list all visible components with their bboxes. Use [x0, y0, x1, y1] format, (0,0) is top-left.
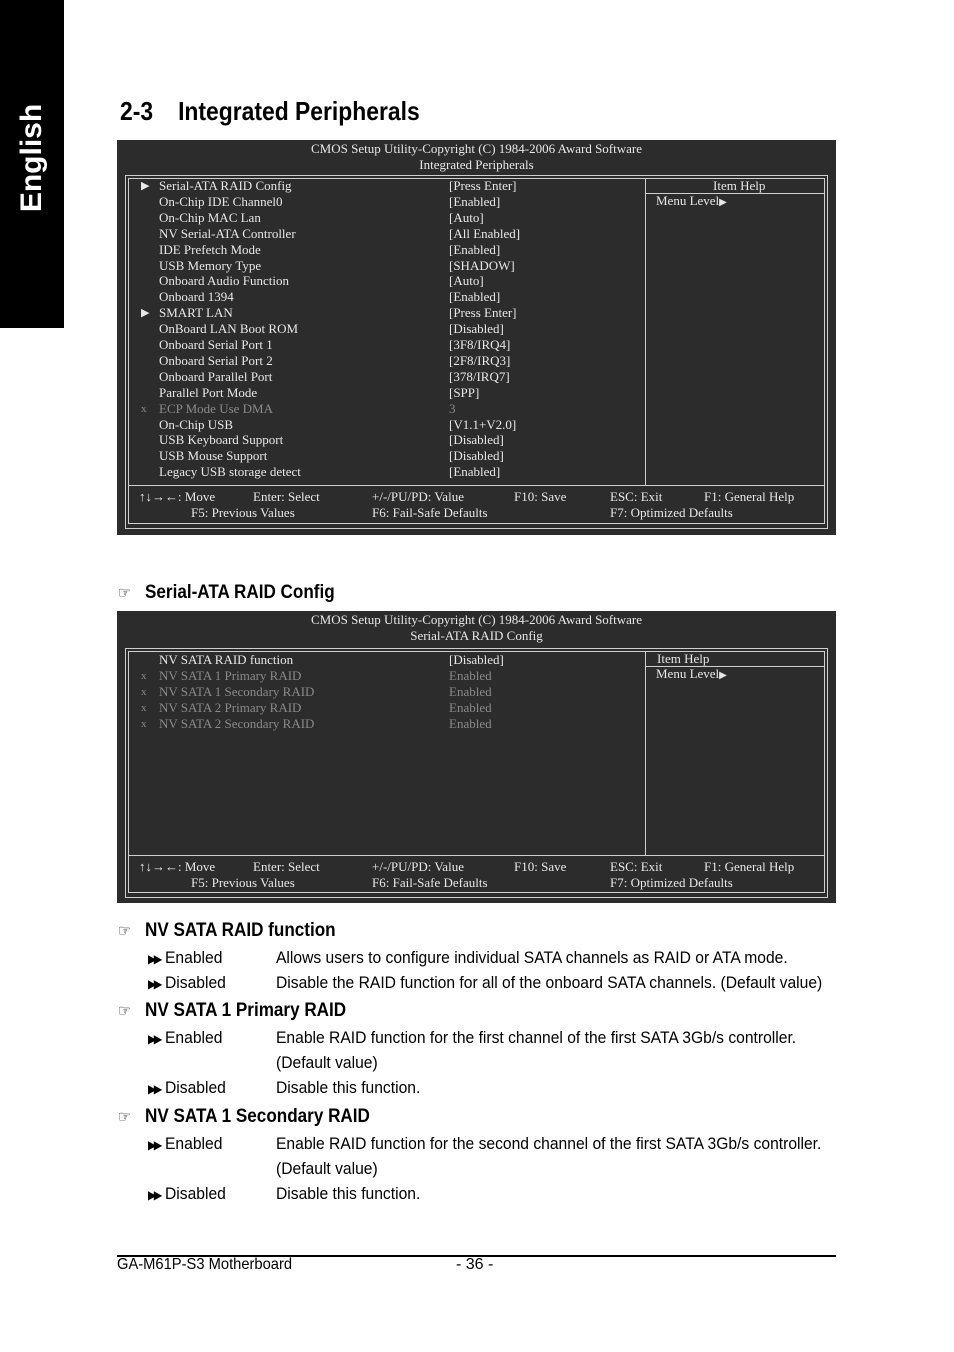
- keys-divider: [129, 485, 824, 486]
- option-default-note: (Default value): [276, 1053, 378, 1072]
- bios-item[interactable]: [129, 321, 629, 337]
- bios-item[interactable]: [129, 337, 629, 353]
- language-tab-label: English: [15, 103, 48, 213]
- bios-item-value: Enabled: [449, 683, 492, 699]
- bios-screen-serial-ata-raid-config: [117, 611, 836, 903]
- bios-item[interactable]: [129, 194, 629, 210]
- bios-item-value: [SHADOW]: [449, 257, 515, 273]
- option-description: Enable RAID function for the second channel of the first SATA 3Gb/s controller.: [276, 1134, 822, 1153]
- item-help-label: Item Help: [713, 178, 766, 193]
- disabled-mark-icon: x: [141, 402, 147, 415]
- bios-item-label: NV SATA 2 Secondary RAID: [159, 715, 315, 731]
- bios-item[interactable]: [129, 385, 629, 401]
- bios-item-value: [Auto]: [449, 209, 484, 225]
- option-disabled: [148, 1184, 226, 1204]
- menu-level-label: Menu Level: [656, 193, 720, 208]
- bios-header-title: Integrated Peripherals: [419, 157, 534, 172]
- key-f5: F5: Previous Values: [191, 505, 295, 520]
- bios-frame: [125, 175, 828, 529]
- option-description: Enable RAID function for the first channel of the first SATA 3Gb/s controller.: [276, 1028, 797, 1047]
- bios-item-value: [SPP]: [449, 384, 480, 400]
- bios-item-label: NV SATA 1 Primary RAID: [159, 667, 302, 683]
- key-f6: F6: Fail-Safe Defaults: [372, 505, 488, 520]
- bios-header: [117, 140, 836, 173]
- bios-item[interactable]: [129, 273, 629, 289]
- bios-item-value: [All Enabled]: [449, 225, 521, 241]
- bios-inner-frame: [128, 178, 825, 524]
- key-value: +/-/PU/PD: Value: [372, 859, 464, 874]
- option-description: Disable the RAID function for all of the onboard SATA channels. (Default value): [276, 973, 823, 992]
- bios-item-label: Onboard Serial Port 1: [159, 337, 273, 352]
- bios-item-label: NV SATA 1 Secondary RAID: [159, 683, 315, 699]
- bios-item-label: Onboard Parallel Port: [159, 368, 273, 384]
- help-divider: [645, 652, 646, 855]
- bios-item[interactable]: [129, 448, 629, 464]
- bios-item-label: USB Memory Type: [159, 257, 262, 273]
- option-description: Disable this function.: [276, 1078, 421, 1097]
- bios-item-value: [Auto]: [449, 273, 484, 289]
- bios-item[interactable]: [129, 353, 629, 369]
- bios-item-value: [Enabled]: [449, 464, 501, 480]
- bios-item-label: Serial-ATA RAID Config: [159, 178, 292, 193]
- option-disabled: [148, 973, 226, 993]
- option-label: Disabled: [164, 1078, 226, 1097]
- bios-item-label: On-Chip MAC Lan: [159, 209, 261, 225]
- bios-item-value: [Enabled]: [449, 241, 501, 257]
- bios-item-label: IDE Prefetch Mode: [159, 241, 261, 257]
- bios-item[interactable]: [129, 210, 629, 226]
- key-f1: F1: General Help: [704, 489, 795, 504]
- bios-item-value: [Disabled]: [449, 321, 504, 337]
- bios-item-value: 3: [449, 400, 456, 416]
- menu-level-arrow-icon: ▶: [719, 670, 727, 681]
- menu-level-arrow-icon: ▶: [719, 197, 727, 208]
- bios-item-label: On-Chip USB: [159, 416, 234, 432]
- double-arrow-icon: ▶▶: [148, 977, 160, 991]
- bios-item-value: [Enabled]: [449, 193, 501, 209]
- bios-item-label: NV SATA RAID function: [159, 652, 294, 667]
- section-number: 2-3: [120, 96, 154, 126]
- bios-item-label: USB Keyboard Support: [159, 432, 284, 448]
- bios-item-value: [3F8/IRQ4]: [449, 337, 511, 352]
- option-label: Enabled: [164, 1134, 223, 1153]
- bios-item-label: On-Chip IDE Channel0: [159, 193, 283, 209]
- bios-item-value: [Disabled]: [449, 448, 504, 464]
- heading-text: NV SATA RAID function: [145, 920, 336, 941]
- submenu-arrow-icon: ▶: [141, 307, 150, 320]
- bios-item-value: [Disabled]: [449, 652, 504, 667]
- key-value: +/-/PU/PD: Value: [372, 489, 464, 504]
- bios-item: [129, 700, 629, 716]
- bios-item: [129, 668, 629, 684]
- language-tab: [0, 0, 64, 328]
- double-arrow-icon: ▶▶: [148, 1188, 160, 1202]
- bios-item-label: Onboard Serial Port 2: [159, 352, 273, 368]
- key-f10: F10: Save: [514, 489, 567, 504]
- key-f1: F1: General Help: [704, 859, 795, 874]
- option-label: Disabled: [164, 973, 226, 992]
- bios-item-value: [Enabled]: [449, 289, 501, 305]
- heading-nv-sata-1-primary-raid: [118, 1000, 346, 1022]
- bios-item-label: Legacy USB storage detect: [159, 464, 301, 480]
- bios-item-label: NV Serial-ATA Controller: [159, 225, 296, 241]
- bios-item[interactable]: [129, 242, 629, 258]
- bios-item-value: Enabled: [449, 715, 492, 731]
- bios-item: [129, 684, 629, 700]
- bios-header-title: Serial-ATA RAID Config: [410, 628, 543, 643]
- bios-screen-integrated-peripherals: [117, 140, 836, 535]
- menu-level: [656, 193, 727, 211]
- disabled-mark-icon: x: [141, 701, 147, 714]
- key-move: ↑↓→←: Move: [139, 859, 216, 874]
- bios-header-copyright: CMOS Setup Utility-Copyright (C) 1984-2006 Award Software: [310, 612, 642, 627]
- key-enter: Enter: Select: [253, 489, 320, 504]
- footer-model: GA-M61P-S3 Motherboard: [117, 1256, 293, 1273]
- option-enabled: [148, 1134, 222, 1154]
- bios-item[interactable]: [129, 417, 629, 433]
- bios-item-label: SMART LAN: [159, 305, 233, 321]
- pointing-hand-icon: ☞: [118, 1109, 131, 1126]
- disabled-mark-icon: x: [141, 685, 147, 698]
- bios-item-value: [Press Enter]: [449, 178, 517, 193]
- option-label: Disabled: [164, 1184, 226, 1203]
- menu-level-label: Menu Level: [656, 666, 720, 681]
- bios-item[interactable]: [129, 464, 629, 480]
- heading-nv-sata-raid-function: [118, 920, 336, 942]
- heading-serial-ata-raid-config: [118, 582, 335, 604]
- item-help-title: [645, 179, 824, 194]
- bios-item[interactable]: [129, 369, 629, 385]
- bios-item-label: Onboard 1394: [159, 289, 234, 305]
- option-enabled: [148, 1028, 222, 1048]
- heading-text: Serial-ATA RAID Config: [145, 582, 335, 603]
- disabled-mark-icon: x: [141, 717, 147, 730]
- bios-header: [117, 611, 836, 644]
- bios-item-value: [2F8/IRQ3]: [449, 352, 511, 368]
- bios-item[interactable]: [129, 178, 629, 194]
- bios-item[interactable]: [129, 258, 629, 274]
- option-label: Enabled: [164, 948, 223, 967]
- option-description: Disable this function.: [276, 1184, 421, 1203]
- item-help-label: Item Help: [657, 651, 710, 666]
- heading-text: NV SATA 1 Primary RAID: [145, 1000, 347, 1021]
- double-arrow-icon: ▶▶: [148, 952, 160, 966]
- bios-item-label: Parallel Port Mode: [159, 384, 258, 400]
- option-label: Enabled: [164, 1028, 223, 1047]
- bios-item-value: [378/IRQ7]: [449, 368, 510, 384]
- keys-divider: [129, 855, 824, 856]
- bios-header-copyright: CMOS Setup Utility-Copyright (C) 1984-2006 Award Software: [310, 141, 642, 156]
- bios-item-value: Enabled: [449, 699, 492, 715]
- pointing-hand-icon: ☞: [118, 1003, 131, 1020]
- bios-frame: [125, 648, 828, 898]
- bios-item-label: USB Mouse Support: [159, 448, 268, 464]
- bios-inner-frame: [128, 651, 825, 893]
- bios-item-value: [V1.1+V2.0]: [449, 416, 517, 432]
- bios-item-value: [Press Enter]: [449, 305, 517, 321]
- submenu-arrow-icon: ▶: [141, 180, 150, 192]
- bios-item[interactable]: [129, 432, 629, 448]
- double-arrow-icon: ▶▶: [148, 1032, 160, 1046]
- heading-nv-sata-1-secondary-raid: [118, 1106, 370, 1128]
- item-help-title: [645, 652, 824, 667]
- option-description: Allows users to configure individual SATA channels as RAID or ATA mode.: [276, 948, 788, 967]
- help-divider: [645, 179, 646, 485]
- pointing-hand-icon: ☞: [118, 585, 131, 602]
- bios-item-label: Onboard Audio Function: [159, 273, 289, 289]
- key-f7: F7: Optimized Defaults: [610, 875, 733, 890]
- bios-item: [129, 716, 629, 732]
- option-enabled: [148, 948, 222, 968]
- key-enter: Enter: Select: [253, 859, 320, 874]
- bios-item[interactable]: [129, 305, 629, 321]
- key-f7: F7: Optimized Defaults: [610, 505, 733, 520]
- page-number: - 36 -: [456, 1256, 494, 1273]
- double-arrow-icon: ▶▶: [148, 1138, 160, 1152]
- menu-level: [656, 666, 727, 684]
- bios-item-value: [Disabled]: [449, 432, 504, 448]
- double-arrow-icon: ▶▶: [148, 1082, 160, 1096]
- pointing-hand-icon: ☞: [118, 923, 131, 940]
- bios-item[interactable]: [129, 226, 629, 242]
- bios-item[interactable]: [129, 652, 629, 668]
- bios-item-label: NV SATA 2 Primary RAID: [159, 699, 302, 715]
- section-title-text: Integrated Peripherals: [178, 96, 420, 126]
- option-default-note: (Default value): [276, 1159, 378, 1178]
- bios-item[interactable]: [129, 289, 629, 305]
- key-f10: F10: Save: [514, 859, 567, 874]
- key-esc: ESC: Exit: [610, 489, 663, 504]
- bios-item-label: OnBoard LAN Boot ROM: [159, 321, 299, 337]
- bios-item-label: ECP Mode Use DMA: [159, 400, 273, 416]
- heading-text: NV SATA 1 Secondary RAID: [145, 1106, 370, 1127]
- option-disabled: [148, 1078, 226, 1098]
- key-f5: F5: Previous Values: [191, 875, 295, 890]
- key-esc: ESC: Exit: [610, 859, 663, 874]
- bios-item: [129, 401, 629, 417]
- bios-item-value: Enabled: [449, 667, 492, 683]
- key-move: ↑↓→←: Move: [139, 489, 216, 504]
- key-f6: F6: Fail-Safe Defaults: [372, 875, 488, 890]
- section-title: [120, 96, 420, 127]
- disabled-mark-icon: x: [141, 669, 147, 682]
